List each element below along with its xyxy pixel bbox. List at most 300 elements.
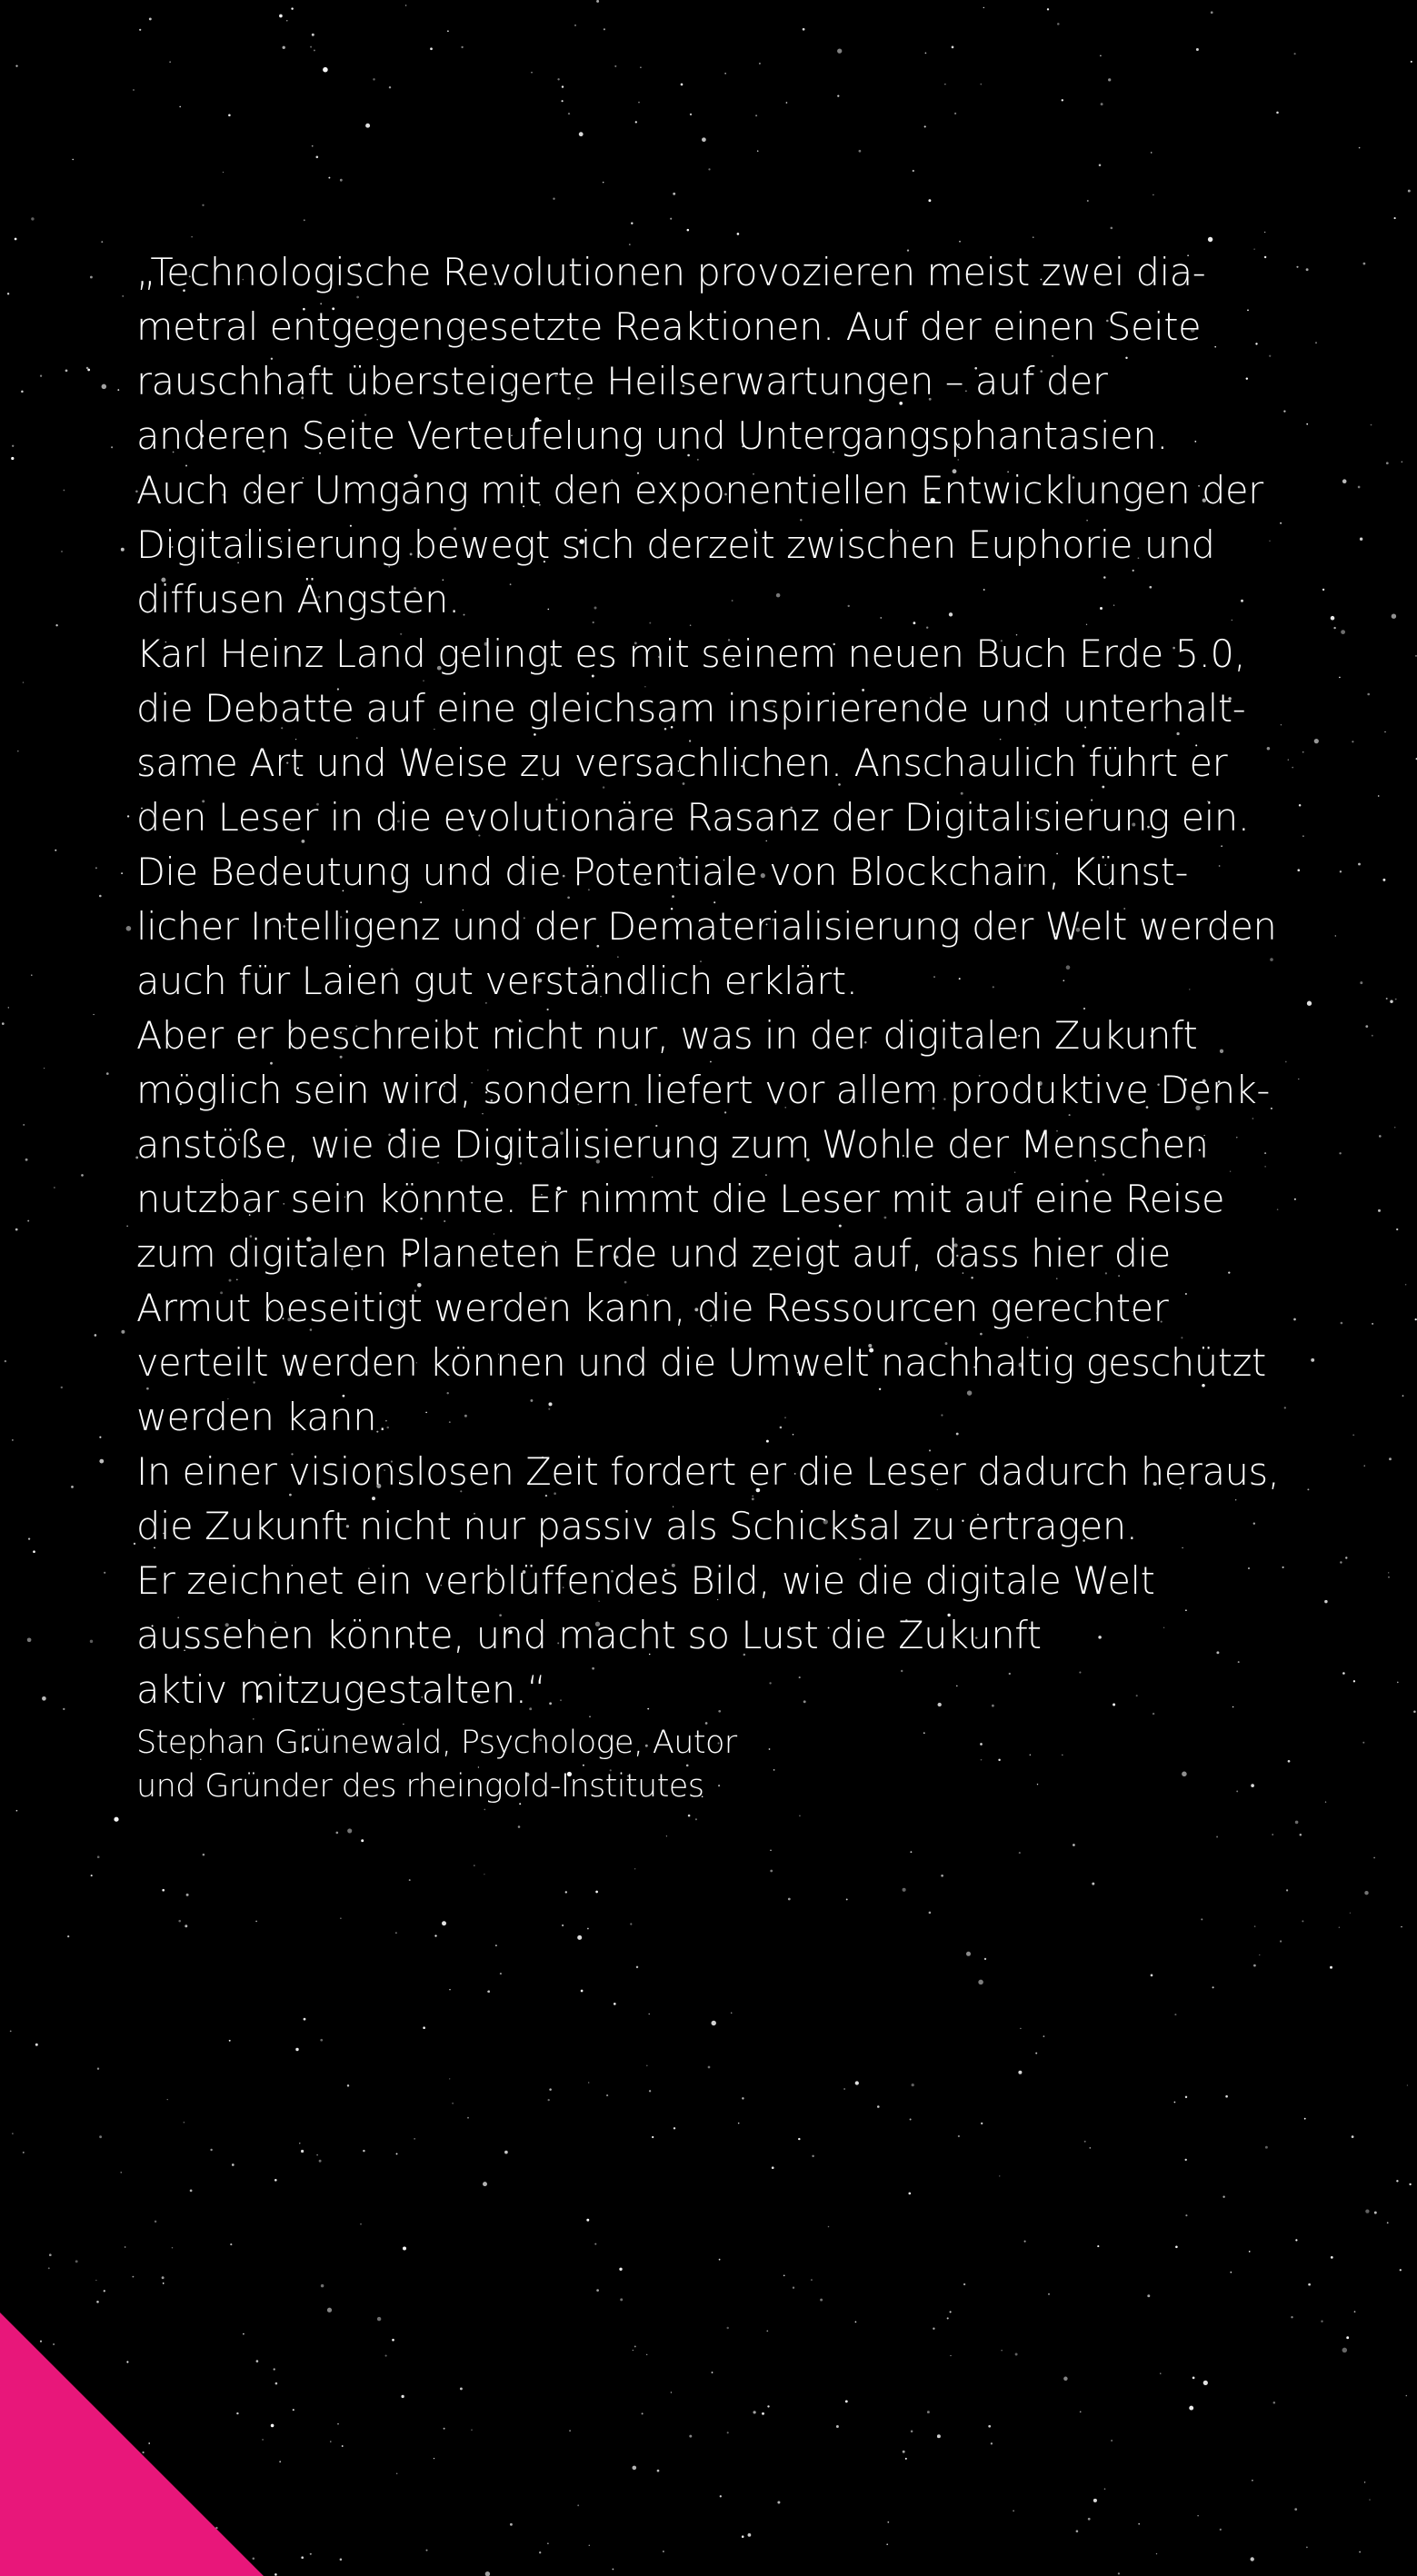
star-dot bbox=[855, 2322, 857, 2323]
star-dot bbox=[1322, 589, 1324, 591]
star-dot bbox=[117, 389, 119, 391]
star-dot bbox=[253, 2558, 255, 2561]
star-dot bbox=[708, 2066, 711, 2069]
quote-line: metral entgegengesetzte Reaktionen. Auf der einen Seite bbox=[136, 304, 1202, 349]
star-dot bbox=[1372, 1323, 1373, 1325]
star-dot bbox=[401, 2395, 404, 2398]
star-dot bbox=[1293, 1318, 1296, 1321]
star-dot bbox=[1201, 1918, 1202, 1920]
quote-line: Auch der Umgang mit den exponentiellen Entwicklungen der bbox=[136, 468, 1263, 512]
star-dot bbox=[1386, 462, 1389, 464]
star-dot bbox=[837, 94, 839, 96]
star-dot bbox=[1230, 2272, 1232, 2273]
star-dot bbox=[474, 1865, 475, 1866]
star-dot bbox=[312, 34, 314, 36]
star-dot bbox=[674, 2127, 675, 2129]
star-dot bbox=[1331, 2256, 1333, 2259]
star-dot bbox=[1359, 2551, 1361, 2553]
star-dot bbox=[12, 2133, 14, 2134]
star-dot bbox=[959, 241, 961, 243]
star-dot bbox=[640, 66, 642, 68]
star-dot bbox=[793, 2287, 794, 2289]
quote-line: Die Bedeutung und die Potentiale von Blockchain, Künst- bbox=[136, 850, 1189, 894]
star-dot bbox=[820, 2299, 823, 2302]
star-dot bbox=[788, 1898, 791, 1901]
star-dot bbox=[1394, 217, 1396, 219]
star-dot bbox=[81, 1174, 84, 1177]
star-dot bbox=[1019, 1852, 1021, 1854]
star-dot bbox=[1358, 863, 1361, 866]
quote-line: same Art und Weise zu versachlichen. Anschaulich führt er bbox=[136, 741, 1228, 785]
star-dot bbox=[1388, 1576, 1390, 1578]
star-dot bbox=[1286, 1889, 1288, 1891]
star-dot bbox=[855, 2081, 859, 2084]
star-dot bbox=[1100, 55, 1102, 56]
star-dot bbox=[720, 2495, 722, 2497]
star-dot bbox=[786, 102, 788, 104]
star-dot bbox=[210, 2548, 212, 2550]
star-dot bbox=[122, 295, 124, 297]
star-dot bbox=[444, 2428, 445, 2430]
star-dot bbox=[1192, 2377, 1195, 2380]
star-dot bbox=[121, 2172, 122, 2173]
star-dot bbox=[274, 2368, 275, 2370]
star-dot bbox=[1408, 190, 1411, 193]
star-dot bbox=[937, 2434, 941, 2438]
star-dot bbox=[167, 2099, 168, 2100]
star-dot bbox=[1395, 999, 1397, 1000]
star-dot bbox=[1211, 11, 1213, 14]
star-dot bbox=[638, 102, 640, 104]
star-dot bbox=[1151, 1974, 1153, 1977]
star-dot bbox=[630, 1923, 632, 1925]
star-dot bbox=[670, 218, 672, 220]
star-dot bbox=[1196, 48, 1199, 51]
star-dot bbox=[316, 2154, 318, 2156]
star-dot bbox=[320, 2039, 323, 2042]
star-dot bbox=[999, 2175, 1000, 2176]
star-dot bbox=[762, 2412, 764, 2415]
star-dot bbox=[612, 2569, 614, 2571]
star-dot bbox=[301, 2556, 304, 2559]
star-dot bbox=[162, 2276, 165, 2279]
quote-line: die Zukunft nicht nur passiv als Schicksal zu ertragen. bbox=[136, 1504, 1138, 1548]
star-dot bbox=[121, 548, 125, 552]
star-dot bbox=[7, 293, 9, 294]
star-dot bbox=[925, 53, 927, 55]
star-dot bbox=[1208, 237, 1212, 242]
star-dot bbox=[905, 2458, 907, 2460]
star-dot bbox=[518, 1825, 521, 1828]
star-dot bbox=[101, 241, 103, 243]
star-dot bbox=[310, 2553, 312, 2555]
star-dot bbox=[1251, 2557, 1254, 2561]
star-dot bbox=[954, 113, 956, 114]
star-dot bbox=[577, 2504, 579, 2506]
star-dot bbox=[1407, 2084, 1408, 2085]
star-dot bbox=[634, 2345, 636, 2347]
star-dot bbox=[549, 2088, 552, 2091]
star-dot bbox=[886, 2543, 888, 2545]
star-dot bbox=[23, 681, 24, 682]
star-dot bbox=[1324, 1600, 1327, 1603]
star-dot bbox=[1043, 2035, 1045, 2037]
star-dot bbox=[595, 1891, 598, 1894]
star-dot bbox=[1308, 2283, 1311, 2286]
star-dot bbox=[121, 872, 123, 874]
star-dot bbox=[1138, 2523, 1140, 2525]
star-dot bbox=[1185, 2159, 1187, 2161]
star-dot bbox=[1352, 2135, 1354, 2138]
star-dot bbox=[274, 2179, 277, 2182]
star-dot bbox=[133, 89, 135, 91]
star-dot bbox=[295, 2048, 298, 2051]
star-dot bbox=[1280, 1940, 1282, 1942]
star-dot bbox=[828, 2226, 830, 2228]
quote-line: den Leser in die evolutionäre Rasanz der Digitalisierung ein. bbox=[136, 795, 1250, 840]
star-dot bbox=[328, 177, 330, 179]
star-dot bbox=[1118, 2572, 1120, 2574]
star-dot bbox=[23, 1124, 25, 1126]
star-dot bbox=[61, 551, 63, 552]
star-dot bbox=[695, 1818, 697, 1820]
star-dot bbox=[910, 1851, 912, 1853]
star-dot bbox=[1379, 1135, 1382, 1138]
star-dot bbox=[10, 2030, 12, 2032]
star-dot bbox=[1353, 1680, 1355, 1682]
star-dot bbox=[335, 1832, 338, 1835]
star-dot bbox=[950, 2355, 951, 2356]
star-dot bbox=[1352, 741, 1353, 742]
star-dot bbox=[687, 229, 690, 232]
star-dot bbox=[1197, 2515, 1198, 2516]
star-dot bbox=[430, 47, 433, 50]
star-dot bbox=[633, 2350, 634, 2351]
star-dot bbox=[1340, 1561, 1342, 1563]
star-dot bbox=[1387, 2222, 1389, 2223]
star-dot bbox=[114, 1817, 118, 1822]
star-dot bbox=[1073, 1844, 1075, 1846]
star-dot bbox=[1222, 2196, 1224, 2198]
star-dot bbox=[1365, 1025, 1368, 1028]
star-dot bbox=[143, 2452, 145, 2453]
star-dot bbox=[1185, 2096, 1187, 2098]
star-dot bbox=[230, 2243, 232, 2245]
star-dot bbox=[191, 236, 192, 237]
star-dot bbox=[35, 2044, 38, 2046]
star-dot bbox=[770, 1870, 773, 1873]
star-dot bbox=[1415, 1318, 1417, 1320]
star-dot bbox=[67, 1935, 69, 1937]
star-dot bbox=[1156, 2553, 1157, 2554]
star-dot bbox=[163, 2283, 165, 2284]
star-dot bbox=[1099, 164, 1102, 166]
star-dot bbox=[228, 114, 231, 117]
star-dot bbox=[1401, 1926, 1402, 1927]
star-dot bbox=[1413, 1710, 1416, 1713]
star-dot bbox=[202, 204, 204, 206]
star-dot bbox=[910, 2119, 912, 2121]
star-dot bbox=[1047, 8, 1049, 10]
star-dot bbox=[757, 150, 759, 152]
star-dot bbox=[981, 2123, 983, 2124]
star-dot bbox=[323, 67, 328, 73]
star-dot bbox=[1321, 2320, 1322, 2322]
star-dot bbox=[589, 2545, 590, 2546]
star-dot bbox=[229, 2040, 231, 2042]
star-dot bbox=[887, 2521, 889, 2523]
star-dot bbox=[190, 2190, 193, 2193]
star-dot bbox=[1001, 2350, 1002, 2351]
star-dot bbox=[178, 1920, 181, 1923]
star-dot bbox=[304, 219, 305, 221]
star-dot bbox=[877, 2105, 880, 2108]
star-dot bbox=[702, 137, 706, 142]
star-dot bbox=[1296, 266, 1298, 268]
star-dot bbox=[562, 85, 564, 87]
star-dot bbox=[586, 2219, 589, 2222]
star-dot bbox=[104, 2290, 105, 2292]
star-dot bbox=[86, 367, 89, 370]
star-dot bbox=[719, 2259, 721, 2261]
star-dot bbox=[562, 100, 564, 102]
star-dot bbox=[186, 1894, 189, 1896]
star-dot bbox=[727, 2432, 729, 2433]
star-dot bbox=[319, 2160, 322, 2163]
star-dot bbox=[1373, 1857, 1375, 1859]
star-dot bbox=[1340, 870, 1342, 872]
star-dot bbox=[1402, 1395, 1404, 1397]
star-dot bbox=[1302, 1920, 1303, 1922]
star-dot bbox=[15, 238, 17, 241]
quote-line: möglich sein wird, sondern liefert vor allem produktive Denk- bbox=[136, 1068, 1270, 1112]
star-dot bbox=[395, 1932, 396, 1933]
star-dot bbox=[1341, 1322, 1343, 1325]
star-dot bbox=[531, 72, 533, 74]
star-dot bbox=[950, 2311, 952, 2312]
star-dot bbox=[913, 170, 914, 172]
star-dot bbox=[737, 233, 740, 235]
star-dot bbox=[783, 2274, 785, 2276]
star-dot bbox=[389, 86, 391, 88]
star-dot bbox=[1294, 53, 1296, 55]
star-dot bbox=[1216, 1836, 1218, 1838]
star-dot bbox=[731, 2012, 733, 2014]
star-dot bbox=[1333, 627, 1335, 629]
attribution-affiliation: und Gründer des rheingold-Institutes bbox=[136, 1768, 704, 1805]
star-dot bbox=[95, 867, 97, 869]
star-dot bbox=[673, 193, 675, 195]
star-dot bbox=[42, 1696, 46, 1701]
quote-line: licher Intelligenz und der Dematerialisierung der Welt werden bbox=[136, 904, 1277, 949]
star-dot bbox=[363, 2150, 364, 2152]
star-dot bbox=[21, 391, 24, 393]
star-dot bbox=[1084, 2141, 1086, 2143]
star-dot bbox=[1390, 1000, 1392, 1002]
star-dot bbox=[1400, 2269, 1402, 2271]
star-dot bbox=[1089, 2147, 1091, 2149]
star-dot bbox=[1080, 2411, 1082, 2412]
star-dot bbox=[568, 113, 570, 114]
star-dot bbox=[301, 2150, 304, 2153]
star-dot bbox=[772, 2166, 774, 2169]
star-dot bbox=[547, 2542, 549, 2544]
star-dot bbox=[927, 2411, 930, 2413]
star-dot bbox=[15, 1228, 18, 1231]
star-dot bbox=[708, 168, 710, 170]
star-dot bbox=[97, 2067, 99, 2069]
star-dot bbox=[256, 2360, 259, 2362]
star-dot bbox=[1365, 2209, 1369, 2213]
star-dot bbox=[958, 2135, 960, 2137]
star-dot bbox=[635, 121, 637, 123]
star-dot bbox=[1276, 112, 1279, 114]
star-dot bbox=[488, 1990, 491, 1993]
quote-attribution bbox=[136, 1721, 1291, 1808]
star-dot bbox=[38, 2463, 40, 2465]
star-dot bbox=[12, 445, 14, 447]
star-dot bbox=[1295, 2239, 1297, 2241]
quote-line: diffusen Ängsten. bbox=[136, 577, 460, 622]
star-dot bbox=[1048, 2293, 1050, 2295]
star-dot bbox=[978, 1980, 983, 1985]
star-dot bbox=[1406, 2395, 1408, 2397]
star-dot bbox=[663, 2551, 664, 2552]
star-dot bbox=[126, 1226, 127, 1227]
star-dot bbox=[1185, 2214, 1187, 2216]
star-dot bbox=[40, 375, 42, 377]
star-dot bbox=[75, 2260, 78, 2263]
star-dot bbox=[1097, 2245, 1099, 2247]
star-dot bbox=[1392, 613, 1396, 618]
star-dot bbox=[43, 2458, 45, 2460]
star-dot bbox=[846, 1898, 848, 1900]
star-dot bbox=[97, 1855, 100, 1858]
star-dot bbox=[111, 446, 113, 448]
star-dot bbox=[636, 1966, 638, 1968]
star-dot bbox=[646, 2064, 648, 2066]
star-dot bbox=[72, 159, 73, 160]
star-dot bbox=[759, 63, 761, 65]
quote-line: In einer visionslosen Zeit fordert er die Leser dadurch heraus, bbox=[136, 1449, 1280, 1494]
star-dot bbox=[1342, 479, 1347, 483]
star-dot bbox=[44, 1068, 45, 1069]
quote-line: Aber er beschreibt nicht nur, was in der digitalen Zukunft bbox=[136, 1013, 1198, 1058]
star-dot bbox=[767, 2405, 769, 2407]
star-dot bbox=[988, 2425, 991, 2428]
star-dot bbox=[689, 2435, 692, 2438]
star-dot bbox=[539, 2551, 541, 2553]
star-dot bbox=[1300, 1834, 1302, 1836]
star-dot bbox=[1331, 616, 1335, 621]
star-dot bbox=[1306, 268, 1309, 271]
star-dot bbox=[944, 84, 945, 85]
star-dot bbox=[983, 7, 984, 8]
star-dot bbox=[91, 1875, 93, 1876]
star-dot bbox=[738, 2123, 740, 2124]
star-dot bbox=[1339, 677, 1341, 679]
star-dot bbox=[1104, 2488, 1106, 2490]
star-dot bbox=[12, 1439, 14, 1441]
star-dot bbox=[577, 1935, 582, 1940]
star-dot bbox=[1297, 869, 1300, 871]
star-dot bbox=[449, 2078, 450, 2079]
star-dot bbox=[314, 49, 315, 51]
star-dot bbox=[1092, 1883, 1094, 1885]
star-dot bbox=[279, 15, 283, 18]
star-dot bbox=[1087, 200, 1089, 202]
star-dot bbox=[1088, 2518, 1091, 2521]
star-dot bbox=[594, 2243, 596, 2245]
star-dot bbox=[646, 2354, 647, 2355]
star-dot bbox=[1063, 2377, 1067, 2381]
star-dot bbox=[634, 1868, 635, 1869]
star-dot bbox=[71, 1486, 74, 1488]
star-dot bbox=[409, 1879, 411, 1881]
quote-line: aktiv mitzugestalten.“ bbox=[136, 1667, 546, 1712]
star-dot bbox=[95, 1334, 97, 1337]
star-dot bbox=[1342, 2348, 1348, 2353]
star-dot bbox=[1352, 1434, 1354, 1436]
star-dot bbox=[657, 2470, 660, 2472]
star-dot bbox=[106, 1072, 109, 1075]
star-dot bbox=[327, 2308, 332, 2312]
quote-line: anderen Seite Verteufelung und Untergangsphantasien. bbox=[136, 413, 1168, 458]
star-dot bbox=[1013, 2510, 1014, 2511]
star-dot bbox=[1304, 2118, 1306, 2120]
star-dot bbox=[649, 2090, 651, 2092]
star-dot bbox=[557, 78, 559, 80]
star-dot bbox=[1307, 1001, 1312, 1006]
star-dot bbox=[836, 2425, 839, 2428]
star-dot bbox=[283, 46, 285, 49]
quote-line: Er zeichnet ein verblüffendes Bild, wie die digitale Welt bbox=[136, 1558, 1155, 1603]
star-dot bbox=[753, 2411, 755, 2413]
star-dot bbox=[1153, 194, 1154, 196]
star-dot bbox=[596, 2289, 599, 2292]
star-dot bbox=[347, 1828, 352, 1833]
star-dot bbox=[99, 1437, 101, 1438]
star-dot bbox=[134, 1543, 135, 1545]
star-dot bbox=[27, 1637, 32, 1642]
star-dot bbox=[966, 1952, 971, 1956]
star-dot bbox=[587, 1928, 589, 1930]
star-dot bbox=[49, 2253, 52, 2256]
star-dot bbox=[55, 624, 57, 626]
star-dot bbox=[941, 1875, 943, 1877]
star-dot bbox=[403, 2246, 406, 2250]
star-dot bbox=[79, 2482, 84, 2486]
star-dot bbox=[495, 1944, 497, 1946]
star-dot bbox=[620, 2298, 623, 2301]
star-dot bbox=[562, 1925, 564, 1926]
star-dot bbox=[1345, 1557, 1347, 1558]
star-dot bbox=[1346, 2336, 1349, 2339]
star-dot bbox=[121, 1330, 125, 1334]
star-dot bbox=[5, 1360, 6, 1362]
star-dot bbox=[606, 2094, 608, 2096]
star-dot bbox=[275, 2382, 278, 2385]
star-dot bbox=[1024, 2241, 1026, 2243]
star-dot bbox=[1359, 147, 1361, 149]
star-dot bbox=[162, 1889, 165, 1892]
star-dot bbox=[485, 2571, 490, 2576]
star-dot bbox=[845, 2401, 848, 2403]
star-dot bbox=[1350, 1913, 1351, 1914]
star-dot bbox=[271, 2424, 274, 2428]
star-dot bbox=[1342, 1672, 1345, 1675]
star-dot bbox=[1272, 1834, 1273, 1835]
